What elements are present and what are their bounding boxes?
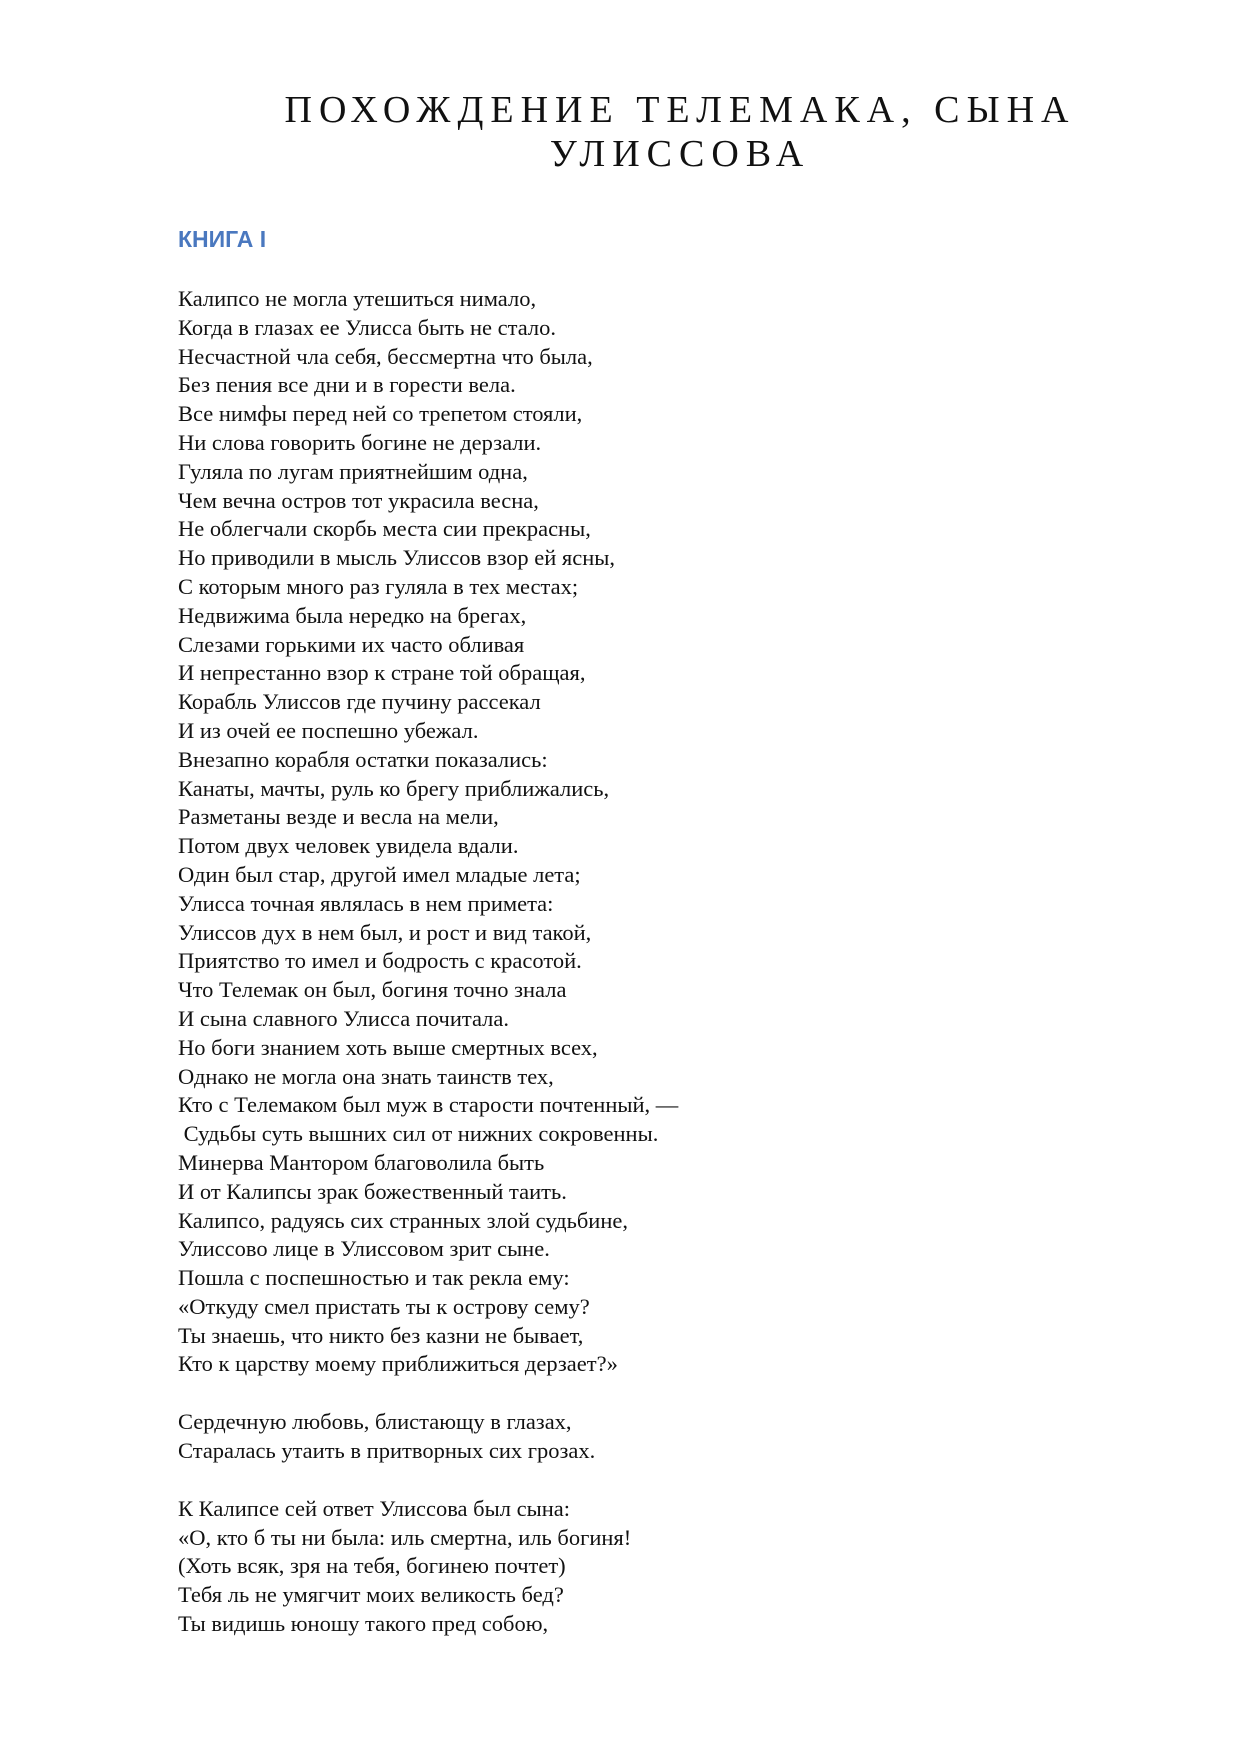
poem-stanza — [178, 1495, 1078, 1639]
poem-line: Минерва Мантором благоволила быть — [178, 1149, 545, 1175]
poem-line: Без пения все дни и в горести вела. — [178, 372, 516, 398]
poem-line: Кто к царству моему приближиться дерзает?» — [178, 1351, 618, 1377]
title-line: УЛИССОВА — [549, 133, 811, 175]
poem-line: Внезапно корабля остатки показались: — [178, 746, 548, 772]
chapter-heading: КНИГА I — [178, 226, 267, 252]
poem-line: Слезами горькими их часто обливая — [178, 631, 525, 657]
poem-line: Однако не могла она знать таинств тех, — [178, 1063, 554, 1089]
poem-line: Ты видишь юношу такого пред собою, — [178, 1611, 549, 1637]
poem-line: Один был стар, другой имел младые лета; — [178, 861, 581, 887]
poem-line: Калипсо, радуясь сих странных злой судьбине, — [178, 1207, 628, 1233]
poem-body — [178, 285, 1078, 1639]
poem-line: Пошла с поспешностью и так рекла ему: — [178, 1265, 570, 1291]
poem-line: Сердечную любовь, блистающу в глазах, — [178, 1409, 572, 1435]
title-line: ПОХОЖДЕНИЕ ТЕЛЕМАКА, СЫНА — [284, 89, 1076, 131]
poem-line: Все нимфы перед ней со трепетом стояли, — [178, 401, 583, 427]
poem-line: Ты знаешь, что никто без казни не бывает, — [178, 1322, 584, 1348]
poem-line: Улисса точная являлась в нем примета: — [178, 890, 554, 916]
poem-line: Улиссово лице в Улиссовом зрит сыне. — [178, 1236, 550, 1262]
poem-line: «О, кто б ты ни была: иль смертна, иль богиня! — [178, 1524, 632, 1550]
poem-line: И из очей ее поспешно убежал. — [178, 717, 479, 743]
poem-line: (Хоть всяк, зря на тебя, богинею почтет) — [178, 1553, 566, 1579]
poem-line: Потом двух человек увидела вдали. — [178, 833, 519, 859]
poem-line: К Калипсе сей ответ Улиссова был сына: — [178, 1495, 570, 1521]
poem-line: С которым много раз гуляла в тех местах; — [178, 573, 579, 599]
poem-line: Тебя ль не умягчит моих великость бед? — [178, 1582, 564, 1608]
poem-line: Канаты, мачты, руль ко брегу приближались, — [178, 775, 610, 801]
poem-line: Улиссов дух в нем был, и рост и вид такой, — [178, 919, 592, 945]
poem-line: Приятство то имел и бодрость с красотой. — [178, 948, 582, 974]
poem-line: Но приводили в мысль Улиссов взор ей ясны, — [178, 545, 616, 571]
poem-line: И сына славного Улисса почитала. — [178, 1005, 510, 1031]
poem-line: Что Телемак он был, богиня точно знала — [178, 977, 567, 1003]
poem-line: Корабль Улиссов где пучину рассекал — [178, 689, 541, 715]
poem-line: И непрестанно взор к стране той обращая, — [178, 660, 586, 686]
document-title — [260, 88, 1100, 176]
poem-stanza — [178, 1408, 1078, 1466]
poem-line: Недвижима была нередко на брегах, — [178, 602, 527, 628]
poem-line: И от Калипсы зрак божественный таить. — [178, 1178, 567, 1204]
poem-line: Старалась утаить в притворных сих грозах. — [178, 1438, 596, 1464]
poem-line: Гуляла по лугам приятнейшим одна, — [178, 458, 528, 484]
poem-line: Несчастной чла себя, бессмертна что была, — [178, 343, 593, 369]
poem-line: Не облегчали скорбь места сии прекрасны, — [178, 516, 591, 542]
poem-line: Судьбы суть вышних сил от нижних сокровенны. — [178, 1121, 659, 1147]
poem-line: Когда в глазах ее Улисса быть не стало. — [178, 314, 557, 340]
poem-line: Кто с Телемаком был муж в старости почтенный, — — [178, 1092, 679, 1118]
poem-line: «Откуду смел пристать ты к острову сему? — [178, 1293, 590, 1319]
poem-line: Ни слова говорить богине не дерзали. — [178, 429, 542, 455]
poem-line: Разметаны везде и весла на мели, — [178, 804, 499, 830]
poem-line: Чем вечна остров тот украсила весна, — [178, 487, 539, 513]
poem-stanza — [178, 285, 1078, 1379]
poem-line: Калипсо не могла утешиться нимало, — [178, 286, 537, 311]
poem-line: Но боги знанием хоть выше смертных всех, — [178, 1034, 598, 1060]
